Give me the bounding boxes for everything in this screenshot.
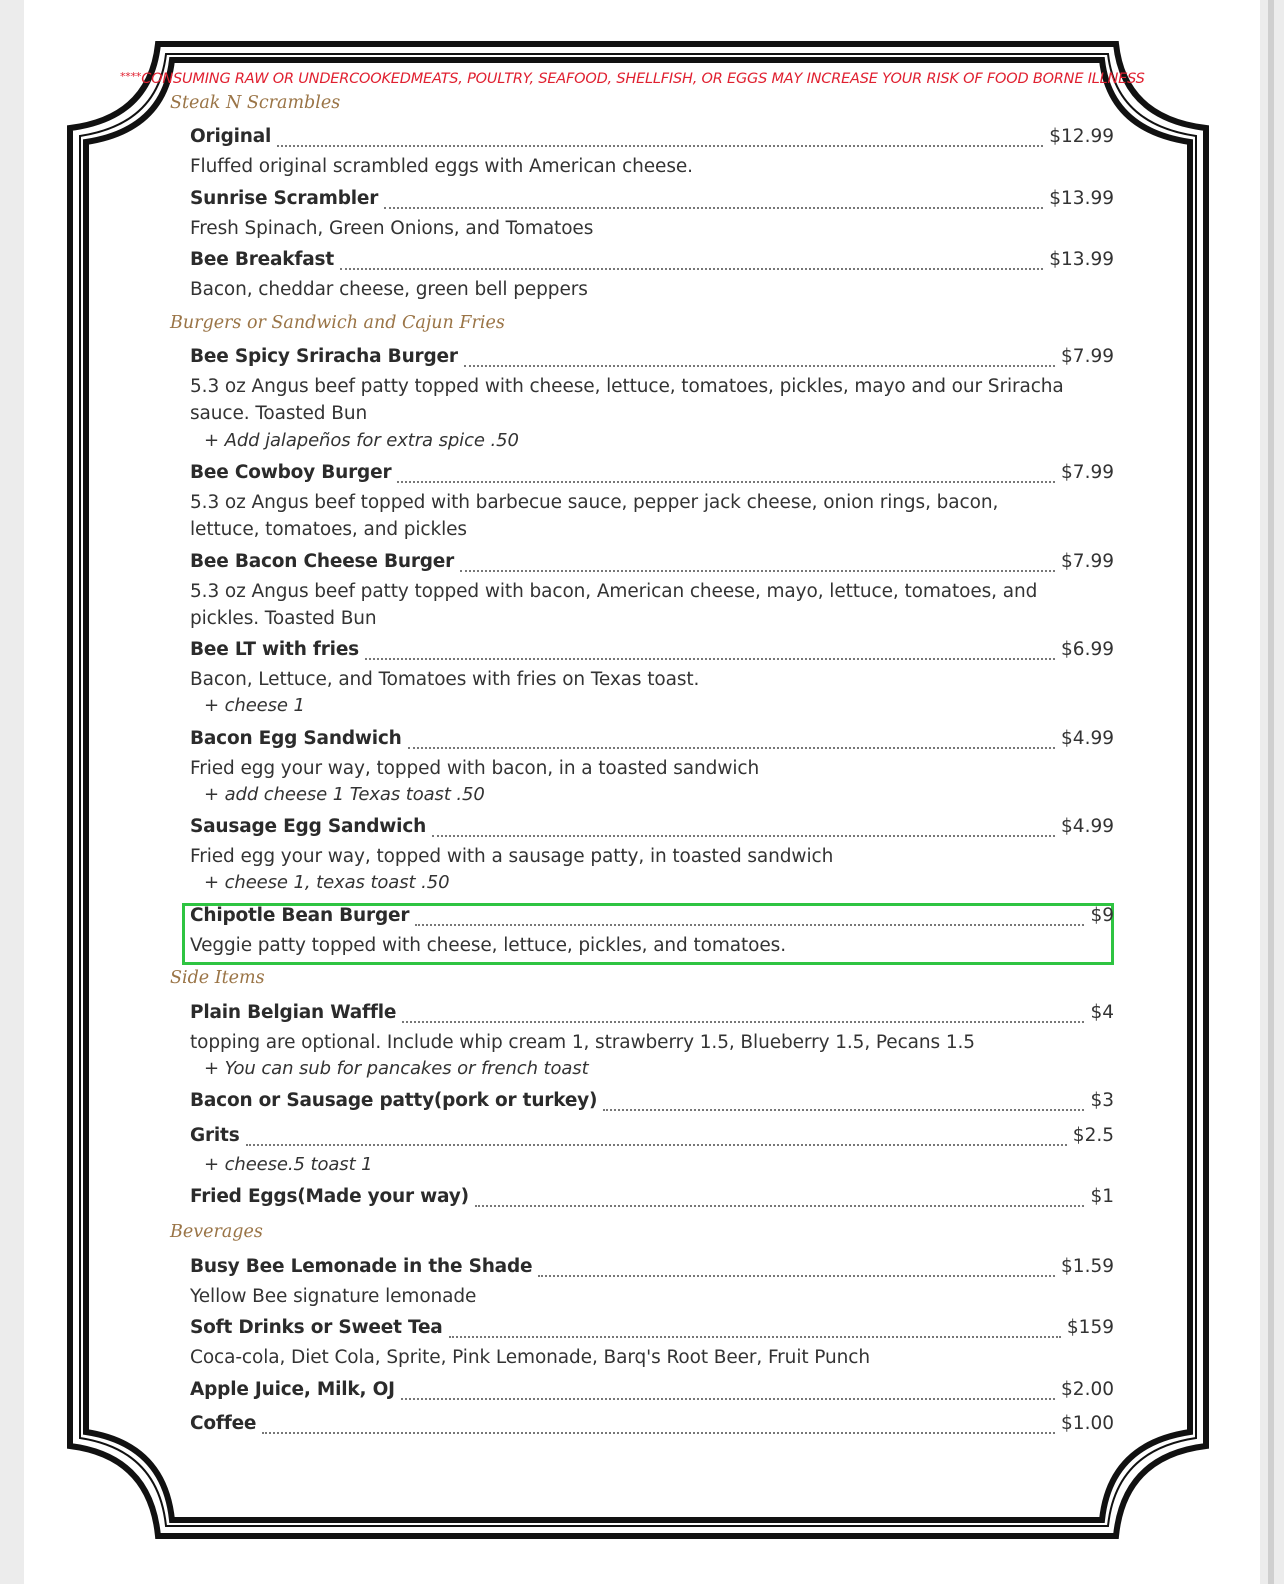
dot-leader: [340, 266, 1043, 270]
item-price: $13.99: [1049, 249, 1114, 270]
item-description: 5.3 oz Angus beef patty topped with cheese, lettuce, tomatoes, pickles, mayo and our Sriracha sauce. Toasted Bun: [190, 376, 1064, 424]
item-price: $2.00: [1061, 1379, 1114, 1400]
item-addon: + cheese.5 toast 1: [204, 1154, 373, 1175]
item-description: Fried egg your way, topped with bacon, in a toasted sandwich: [190, 758, 760, 779]
warning-stars: ****: [120, 70, 142, 83]
item-description: Fluffed original scrambled eggs with American cheese.: [190, 156, 693, 177]
item-name: Bee Breakfast: [190, 249, 334, 270]
dot-leader: [397, 479, 1055, 483]
menu-item-belgian-waffle: [190, 1002, 1114, 1030]
item-name: Coffee: [190, 1413, 257, 1434]
item-name: Bee Bacon Cheese Burger: [190, 551, 455, 572]
dot-leader: [246, 1142, 1067, 1146]
item-name: Bee Spicy Sriracha Burger: [190, 346, 458, 367]
item-name: Bacon or Sausage patty(pork or turkey): [190, 1090, 598, 1111]
item-price: $159: [1066, 1317, 1114, 1338]
dot-leader: [384, 205, 1043, 209]
section-title-beverages: Beverages: [170, 1222, 263, 1242]
dot-leader: [460, 568, 1055, 572]
dot-leader: [365, 656, 1055, 660]
dot-leader: [277, 143, 1043, 147]
dot-leader: [538, 1273, 1055, 1277]
item-description: 5.3 oz Angus beef patty topped with bacon, American cheese, mayo, lettuce, tomatoes, and pickles. Toasted Bun: [190, 581, 1038, 629]
item-name: Chipotle Bean Burger: [190, 905, 410, 926]
dot-leader: [432, 833, 1055, 837]
dot-leader: [475, 1203, 1085, 1207]
item-name: Soft Drinks or Sweet Tea: [190, 1317, 443, 1338]
menu-item-original: [190, 126, 1114, 154]
warning-text: CONSUMING RAW OR UNDERCOOKEDMEATS, POULTRY, SEAFOOD, SHELLFISH, OR EGGS MAY INCREASE YOUR RISK OF FOOD BORNE ILLNESS: [141, 71, 1145, 87]
item-price: $3: [1090, 1090, 1114, 1111]
item-price: $9: [1090, 905, 1114, 926]
item-name: Plain Belgian Waffle: [190, 1002, 397, 1023]
menu-item-grits: [190, 1125, 1114, 1153]
menu-item-bacon-cheese-burger: [190, 551, 1114, 579]
item-name: Grits: [190, 1125, 240, 1146]
dot-leader: [449, 1334, 1061, 1338]
item-description: Fried egg your way, topped with a sausage patty, in toasted sandwich: [190, 846, 834, 867]
menu-item-bacon-egg-sandwich: [190, 728, 1114, 756]
item-description: topping are optional. Include whip cream 1, strawberry 1.5, Blueberry 1.5, Pecans 1.5: [190, 1032, 975, 1053]
item-addon: + Add jalapeños for extra spice .50: [204, 430, 519, 451]
menu-item-sunrise-scrambler: [190, 188, 1114, 216]
item-price: $6.99: [1061, 639, 1114, 660]
menu-item-soft-drinks: [190, 1317, 1114, 1345]
item-price: $7.99: [1061, 551, 1114, 572]
item-description: Veggie patty topped with cheese, lettuce, pickles, and tomatoes.: [190, 935, 786, 956]
item-price: $2.5: [1072, 1125, 1114, 1146]
dot-leader: [415, 922, 1084, 926]
section-title-sides: Side Items: [170, 968, 265, 988]
menu-item-sriracha-burger: [190, 346, 1114, 374]
item-price: $1: [1090, 1186, 1114, 1207]
item-name: Sunrise Scrambler: [190, 188, 379, 209]
dot-leader: [401, 1396, 1055, 1400]
menu-item-blt: [190, 639, 1114, 667]
item-addon: + cheese 1: [204, 695, 305, 716]
item-addon: + add cheese 1 Texas toast .50: [204, 784, 485, 805]
item-price: $4.99: [1061, 728, 1114, 749]
item-name: Apple Juice, Milk, OJ: [190, 1379, 395, 1400]
item-addon: + cheese 1, texas toast .50: [204, 872, 450, 893]
item-addon: + You can sub for pancakes or french toast: [204, 1058, 589, 1079]
dot-leader: [262, 1430, 1055, 1434]
menu-item-bacon-sausage-patty: [190, 1090, 1114, 1118]
menu-item-sausage-egg-sandwich: [190, 816, 1114, 844]
item-price: $7.99: [1061, 462, 1114, 483]
dot-leader: [402, 1019, 1084, 1023]
dot-leader: [603, 1107, 1084, 1111]
item-price: $13.99: [1049, 188, 1114, 209]
food-safety-warning: [120, 70, 1180, 87]
menu-item-coffee: [190, 1413, 1114, 1441]
item-name: Busy Bee Lemonade in the Shade: [190, 1256, 533, 1277]
menu-item-fried-eggs: [190, 1186, 1114, 1214]
item-price: $1.59: [1061, 1256, 1114, 1277]
item-description: 5.3 oz Angus beef topped with barbecue sauce, pepper jack cheese, onion rings, bacon, lettuce, tomatoes, and pickles: [190, 492, 999, 540]
item-name: Bee LT with fries: [190, 639, 359, 660]
item-name: Bee Cowboy Burger: [190, 462, 392, 483]
item-description: Bacon, cheddar cheese, green bell peppers: [190, 279, 588, 300]
item-description: Yellow Bee signature lemonade: [190, 1286, 477, 1307]
dot-leader: [408, 745, 1055, 749]
item-name: Fried Eggs(Made your way): [190, 1186, 469, 1207]
menu-item-chipotle-bean-burger[interactable]: [190, 905, 1114, 933]
item-name: Original: [190, 126, 272, 147]
item-name: Bacon Egg Sandwich: [190, 728, 402, 749]
item-name: Sausage Egg Sandwich: [190, 816, 427, 837]
section-title-steak: Steak N Scrambles: [170, 93, 341, 113]
item-description: Fresh Spinach, Green Onions, and Tomatoes: [190, 218, 594, 239]
item-price: $12.99: [1049, 126, 1114, 147]
dot-leader: [464, 363, 1055, 367]
item-description: Bacon, Lettuce, and Tomatoes with fries on Texas toast.: [190, 669, 700, 690]
item-price: $4: [1090, 1002, 1114, 1023]
item-price: $4.99: [1061, 816, 1114, 837]
item-price: $7.99: [1061, 346, 1114, 367]
item-price: $1.00: [1061, 1413, 1114, 1434]
menu-item-juice-milk: [190, 1379, 1114, 1407]
menu-item-lemonade: [190, 1256, 1114, 1284]
menu-item-cowboy-burger: [190, 462, 1114, 490]
menu-item-bee-breakfast: [190, 249, 1114, 277]
section-title-burgers: Burgers or Sandwich and Cajun Fries: [170, 313, 505, 333]
item-description: Coca-cola, Diet Cola, Sprite, Pink Lemonade, Barq's Root Beer, Fruit Punch: [190, 1347, 870, 1368]
